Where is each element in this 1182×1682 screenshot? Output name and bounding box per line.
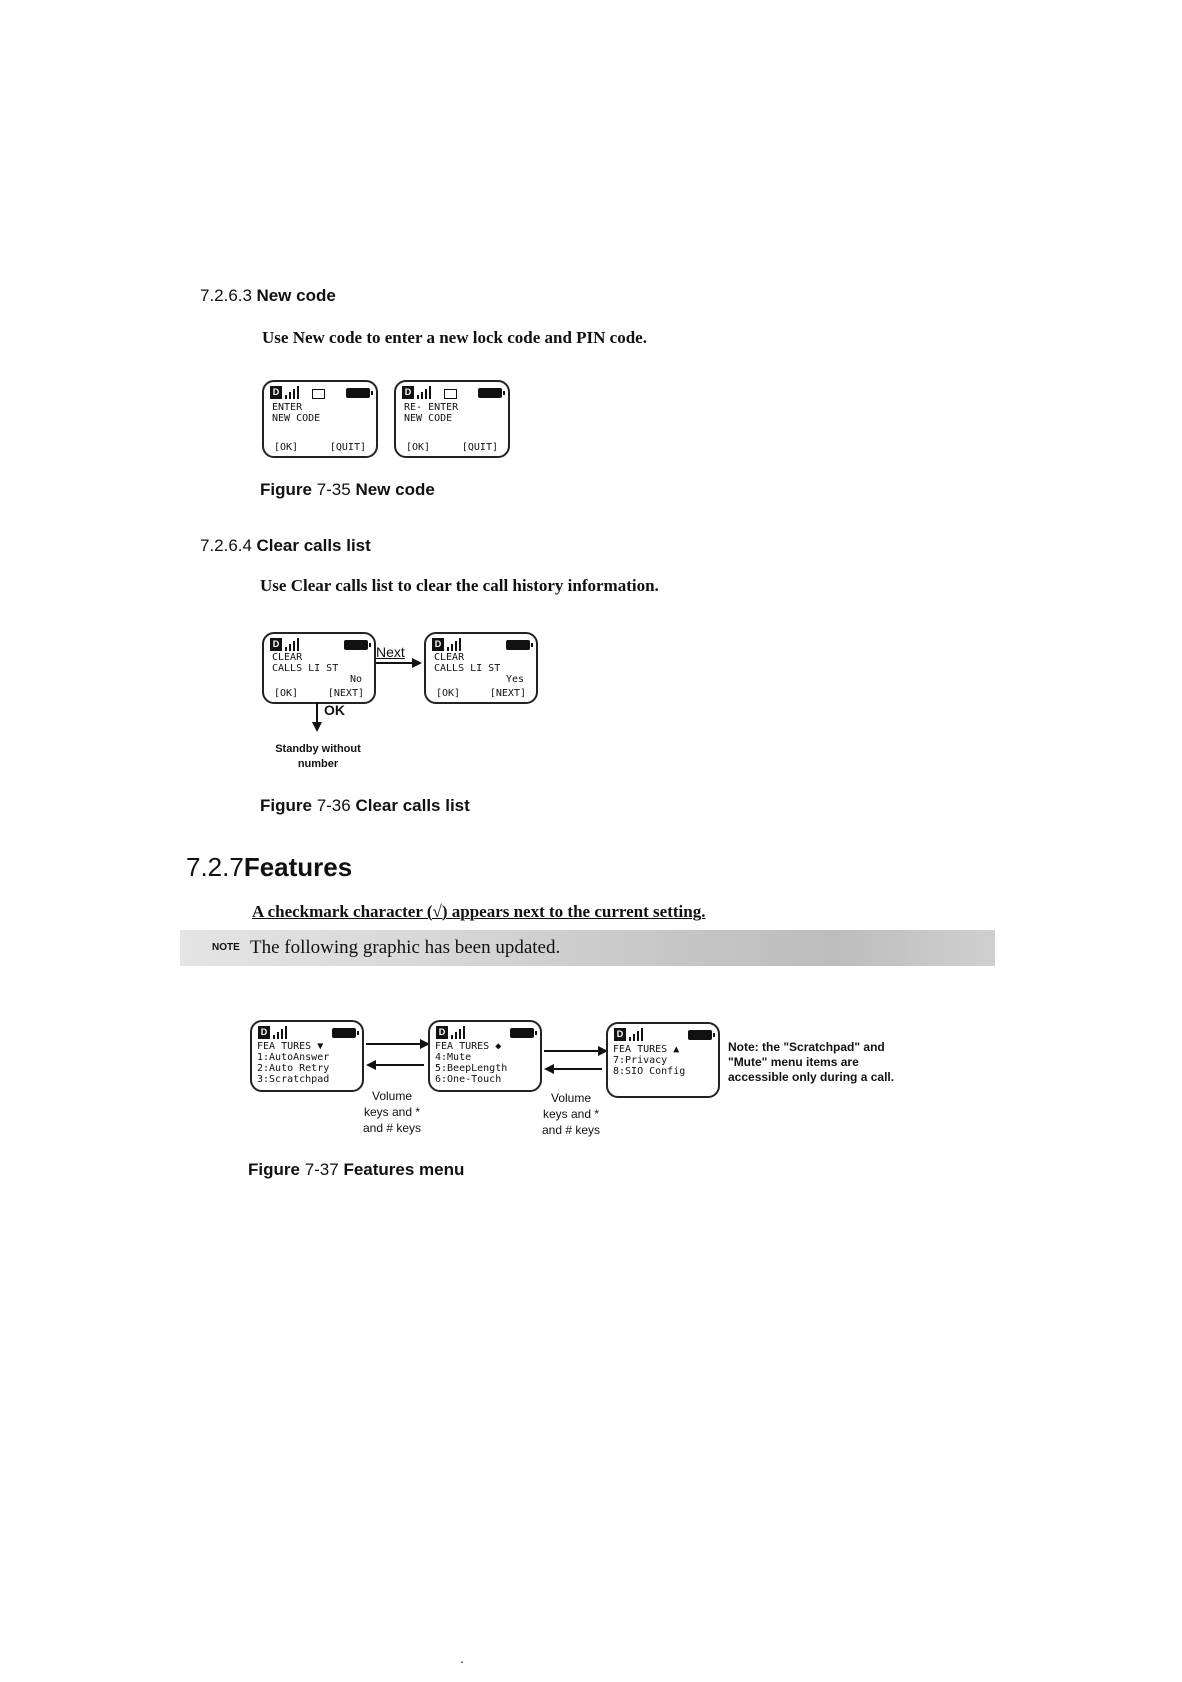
caption-title: Clear calls list xyxy=(355,796,470,815)
signal-icon xyxy=(285,386,301,399)
section-body-7264: Use Clear calls list to clear the call history information. xyxy=(260,576,659,595)
section-title: Clear calls list xyxy=(256,536,371,555)
digital-icon: D xyxy=(270,638,282,651)
section-title: New code xyxy=(256,286,336,305)
key-hint-line: keys and * xyxy=(363,1105,421,1119)
caption-title: New code xyxy=(355,480,435,499)
section-title: Features xyxy=(243,852,353,882)
battery-icon xyxy=(332,1028,356,1038)
menu-item: 1:AutoAnswer xyxy=(257,1052,330,1063)
key-hint-2 xyxy=(538,1090,604,1138)
key-hint-line: Volume xyxy=(371,1089,413,1103)
status-bar xyxy=(402,386,502,400)
forward-arrow-1 xyxy=(366,1043,422,1045)
status-bar xyxy=(436,1026,534,1040)
next-label: Next xyxy=(376,644,405,660)
softkey-ok: [OK] xyxy=(274,442,299,453)
menu-item: 6:One-Touch xyxy=(435,1074,502,1085)
section-number: 7.2.6.3 xyxy=(200,286,252,305)
key-hint-line: and # keys xyxy=(541,1123,601,1137)
battery-icon xyxy=(346,388,370,398)
section-heading-7264 xyxy=(200,536,371,556)
signal-icon xyxy=(285,638,301,651)
back-arrow-2 xyxy=(552,1068,602,1070)
caption-label: Figure xyxy=(248,1160,300,1179)
menu-item: 2:Auto Retry xyxy=(257,1063,330,1074)
section-heading-7263 xyxy=(200,286,336,306)
digital-icon: D xyxy=(614,1028,626,1041)
status-bar xyxy=(270,638,368,652)
forward-arrow-2 xyxy=(544,1050,600,1052)
caption-number: 7-35 xyxy=(316,480,351,499)
screen-line: CLEAR xyxy=(272,652,303,663)
screen-value: Yes xyxy=(505,674,524,685)
softkey-ok: [OK] xyxy=(406,442,431,453)
key-hint-line: keys and * xyxy=(542,1107,600,1121)
side-note-line: Note: the "Scratchpad" and xyxy=(728,1040,885,1054)
standby-line: number xyxy=(297,758,339,770)
battery-icon xyxy=(478,388,502,398)
screen-value: No xyxy=(349,674,362,685)
screen-line: FEA TURES ▲ xyxy=(613,1044,680,1055)
softkey-next: [NEXT] xyxy=(327,688,364,699)
key-hint-1 xyxy=(360,1088,424,1136)
screen-line: CALLS LI ST xyxy=(434,663,501,674)
screen-line: FEA TURES ◆ xyxy=(435,1041,502,1052)
battery-icon xyxy=(688,1030,712,1040)
message-icon xyxy=(312,389,325,399)
phone-screen-enter-code xyxy=(262,380,378,458)
caption-label: Figure xyxy=(260,796,312,815)
digital-icon: D xyxy=(436,1026,448,1039)
menu-item: 8:SIO Config xyxy=(613,1066,686,1077)
phone-screen-clear-no xyxy=(262,632,376,704)
ok-arrow-line xyxy=(316,702,318,724)
standby-label xyxy=(268,742,368,772)
section-body-7263: Use New code to enter a new lock code and PIN code. xyxy=(262,328,647,347)
note-label: NOTE xyxy=(212,942,240,953)
caption-number: 7-36 xyxy=(316,796,351,815)
caption-label: Figure xyxy=(260,480,312,499)
caption-title: Features menu xyxy=(343,1160,465,1179)
screen-line: NEW CODE xyxy=(404,413,453,424)
status-bar xyxy=(614,1028,712,1042)
battery-icon xyxy=(506,640,530,650)
note-bar xyxy=(180,930,995,966)
signal-icon xyxy=(629,1028,645,1041)
figure-caption-735 xyxy=(260,480,435,500)
section-number: 7.2.7 xyxy=(186,852,244,882)
ok-arrow-head xyxy=(312,722,322,732)
key-hint-line: Volume xyxy=(550,1091,592,1105)
signal-icon xyxy=(447,638,463,651)
caption-number: 7-37 xyxy=(304,1160,339,1179)
back-arrow-head-2 xyxy=(544,1064,554,1074)
signal-icon xyxy=(417,386,433,399)
softkey-quit: [QUIT] xyxy=(329,442,366,453)
signal-icon xyxy=(273,1026,289,1039)
section-heading-727 xyxy=(186,852,352,883)
next-arrow-line xyxy=(376,662,414,664)
menu-item: 3:Scratchpad xyxy=(257,1074,330,1085)
screen-line: RE- ENTER xyxy=(404,402,459,413)
menu-item: 7:Privacy xyxy=(613,1055,668,1066)
phone-screen-reenter-code xyxy=(394,380,510,458)
softkey-ok: [OK] xyxy=(436,688,461,699)
figure-caption-737 xyxy=(248,1160,464,1180)
menu-item: 4:Mute xyxy=(435,1052,472,1063)
screen-line: CLEAR xyxy=(434,652,465,663)
back-arrow-1 xyxy=(374,1064,424,1066)
back-arrow-head-1 xyxy=(366,1060,376,1070)
digital-icon: D xyxy=(402,386,414,399)
section-body-727: A checkmark character (√) appears next to the current setting. xyxy=(252,902,706,921)
phone-screen-features-3 xyxy=(606,1022,720,1098)
status-bar xyxy=(432,638,530,652)
key-hint-line: and # keys xyxy=(362,1121,422,1135)
features-side-note xyxy=(728,1040,894,1085)
screen-line: FEA TURES ▼ xyxy=(257,1041,324,1052)
phone-screen-features-2 xyxy=(428,1020,542,1092)
battery-icon xyxy=(510,1028,534,1038)
standby-line: Standby without xyxy=(275,743,361,755)
side-note-line: accessible only during a call. xyxy=(728,1070,895,1084)
signal-icon xyxy=(451,1026,467,1039)
softkey-quit: [QUIT] xyxy=(461,442,498,453)
digital-icon: D xyxy=(432,638,444,651)
ok-label: OK xyxy=(324,702,345,718)
note-text: The following graphic has been updated. xyxy=(250,937,561,958)
softkey-next: [NEXT] xyxy=(489,688,526,699)
side-note-line: "Mute" menu items are xyxy=(728,1055,859,1069)
digital-icon: D xyxy=(258,1026,270,1039)
phone-screen-clear-yes xyxy=(424,632,538,704)
screen-line: NEW CODE xyxy=(272,413,321,424)
menu-item: 5:BeepLength xyxy=(435,1063,508,1074)
battery-icon xyxy=(344,640,368,650)
digital-icon: D xyxy=(270,386,282,399)
section-number: 7.2.6.4 xyxy=(200,536,252,555)
status-bar xyxy=(258,1026,356,1040)
phone-screen-features-1 xyxy=(250,1020,364,1092)
footer-dot: . xyxy=(460,1650,464,1666)
figure-caption-736 xyxy=(260,796,470,816)
next-arrow-head xyxy=(412,658,422,668)
screen-line: ENTER xyxy=(272,402,303,413)
message-icon xyxy=(444,389,457,399)
status-bar xyxy=(270,386,370,400)
screen-line: CALLS LI ST xyxy=(272,663,339,674)
softkey-ok: [OK] xyxy=(274,688,299,699)
